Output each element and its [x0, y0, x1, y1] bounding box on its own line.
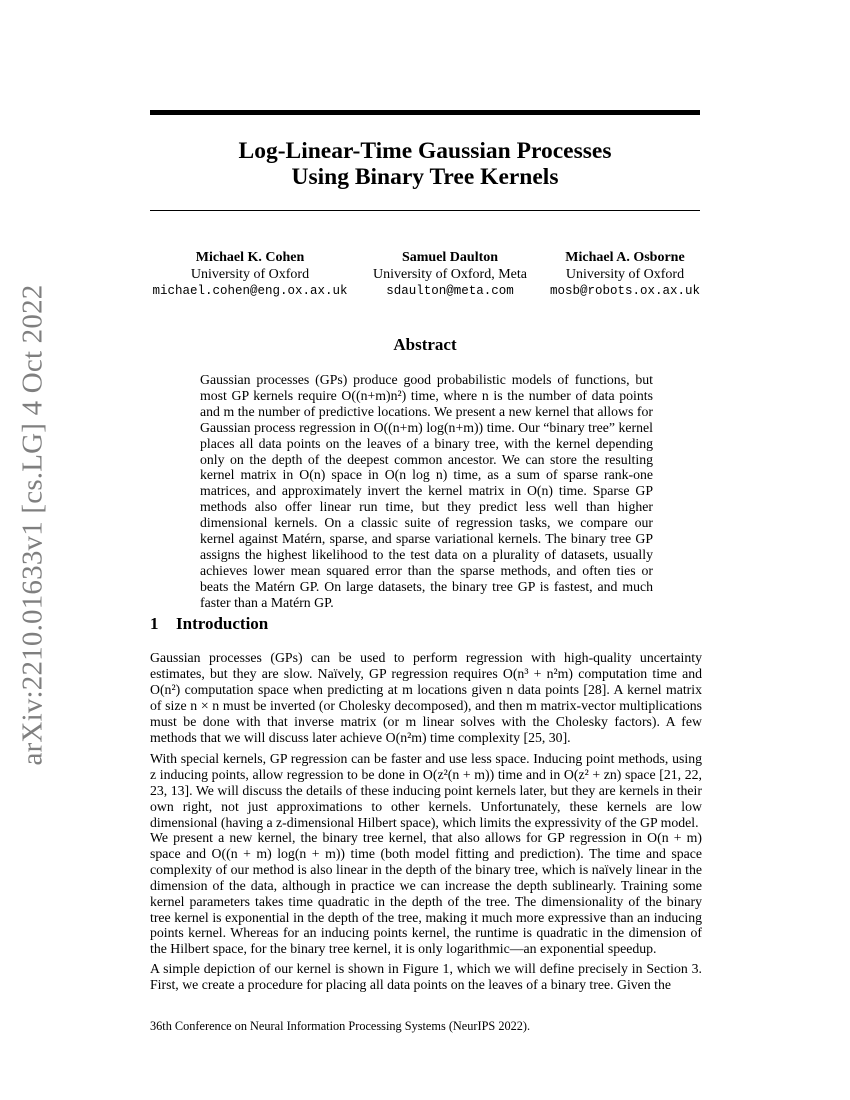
author-name: Michael A. Osborne — [565, 250, 685, 265]
conference-footer: 36th Conference on Neural Information Processing Systems (NeurIPS 2022). — [150, 1019, 531, 1033]
title-line-2: Using Binary Tree Kernels — [291, 164, 559, 190]
arxiv-identifier — [8, 284, 58, 766]
author-affiliation: University of Oxford, Meta — [373, 267, 527, 282]
body-paragraph: A simple depiction of our kernel is shown in Figure 1, which we will define precisely in Section 3. First, we create a procedure for placing all data points on the leaves of a binary tree. Given the — [150, 961, 702, 992]
author-block — [150, 249, 350, 300]
paper-title — [150, 138, 700, 190]
section-heading — [150, 614, 268, 634]
body-paragraph: With special kernels, GP regression can be faster and use less space. Inducing point methods, using z inducing points, allow regression to be done in O(z²(n + m)) time and in O(z² + zn) space [21, 22, 23, 13]. We will discuss the details of these inducing point kernels later, but they are kernels in their own right, not just approximations to other kernels. Unfortunately, these kernels are low dimensional (having a z-dimensional Hilbert space), which limits the expressivity of the GP model. — [150, 751, 702, 830]
section-title: Introduction — [176, 614, 269, 633]
abstract-text: Gaussian processes (GPs) produce good probabilistic models of functions, but most GP kernels require O((n+m)n²) time, where n is the number of data points and m the number of predictive locations. We present a new kernel that allows for Gaussian process regression in O((n+m) log(n+m)) time. Our “binary tree” kernel places all data points on the leaves of a binary tree, with the kernel depending only on the depth of the deepest common ancestor. We can store the resulting kernel matrix in O(n) space in O(n log n) time, as a sum of sparse rank-one matrices, and approximately invert the kernel matrix in O(n) time. Sparse GP methods also offer linear run time, but they predict less well than higher dimensional kernels. On a classic suite of regression tasks, we compare our kernel against Matérn, sparse, and sparse variational kernels. The binary tree GP assigns the highest likelihood to the test data on a plurality of datasets, usually achieves lower mean squared error than the sparse methods, and often ties or beats the Matérn GP. On large datasets, the binary tree GP is fastest, and much faster than a Matérn GP. — [200, 372, 653, 610]
body-paragraph: We present a new kernel, the binary tree kernel, that also allows for GP regression in O(n + m) space and O((n + m) log(n + m)) time (both model fitting and prediction). The time and space complexity of our method is also linear in the depth of the binary tree, which is naïvely linear in the dimension of the data, although in practice we can increase the depth sublinearly. Training some kernel parameters takes time quadratic in the depth of the tree. The dimensionality of the binary tree kernel is exponential in the depth of the tree, making it much more expressive than an inducing points kernel. Whereas for an inducing points kernel, the runtime is quadratic in the dimension of the Hilbert space, for the binary tree kernel, it is only logarithmic—an exponential speedup. — [150, 830, 702, 957]
author-block — [355, 249, 545, 300]
author-affiliation: University of Oxford — [565, 267, 685, 282]
author-email: mosb@robots.ox.ax.uk — [550, 284, 701, 298]
abstract-heading: Abstract — [393, 335, 457, 354]
author-email: sdaulton@meta.com — [386, 284, 514, 298]
author-email: michael.cohen@eng.ox.ax.uk — [152, 284, 348, 298]
body-paragraph: Gaussian processes (GPs) can be used to perform regression with high-quality uncertainty estimates, but they are slow. Naïvely, GP regression requires O(n³ + n²m) computation time and O(n²) computation space when predicting at m locations given n data points [28]. A kernel matrix of size n × n must be inverted (or Cholesky decomposed), and then m matrix-vector multiplications must be done with that inverse matrix (or m linear solves with the Cholesky factors). A few methods that we will discuss later achieve O(n²m) time complexity [25, 30]. — [150, 650, 702, 745]
author-name: Samuel Daulton — [401, 250, 499, 265]
section-number: 1 — [150, 614, 159, 633]
title-line-1: Log-Linear-Time Gaussian Processes — [238, 138, 612, 164]
author-block — [550, 249, 700, 300]
title-top-rule — [150, 110, 700, 115]
author-name: Michael K. Cohen — [195, 250, 305, 265]
arxiv-identifier-text: arXiv:2210.01633v1 [cs.LG] 4 Oct 2022 — [16, 284, 49, 766]
author-affiliation: University of Oxford — [190, 267, 310, 282]
title-bottom-rule — [150, 210, 700, 211]
